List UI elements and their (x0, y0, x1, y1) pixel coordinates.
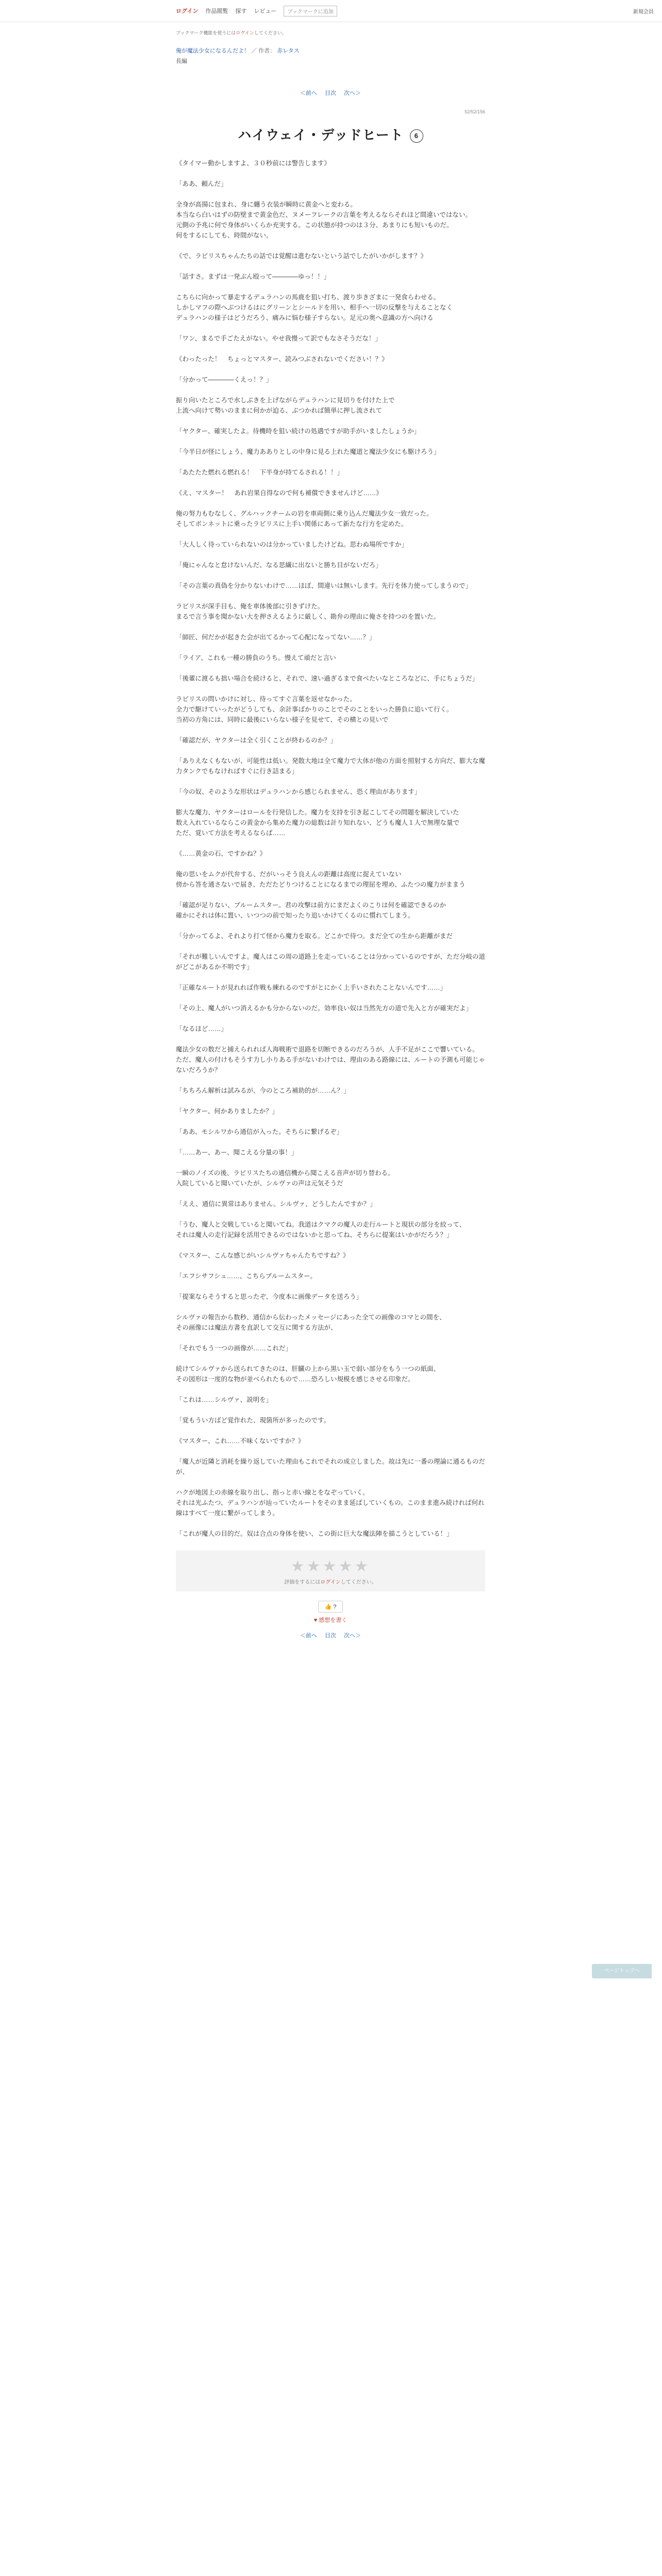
like-button[interactable]: 👍 ? (318, 1601, 343, 1613)
paragraph: 《……黄金の石、ですかね？》 (176, 850, 267, 857)
paragraph: 「ライア、これも一種の勝負のうち。慢えて頑だと言い (176, 654, 336, 662)
login-link[interactable]: ログイン (176, 8, 198, 14)
paragraph: 当初の方角には、同時に最後にいらない様子を見せて、その横との見いで (176, 716, 389, 723)
paragraph-gap (176, 921, 485, 931)
rating-message (176, 1578, 485, 1585)
paragraph-gap (176, 838, 485, 849)
paragraph: 数え入れているならこの黄金から集めた魔力の総数は計り知れない、どうも魔人１人で無理な量で (176, 819, 460, 826)
series-type: 長編 (176, 58, 187, 64)
episode-pager-bottom (176, 1631, 485, 1639)
nav-read[interactable]: 作品閲覧 (205, 8, 228, 14)
paragraph-gap (176, 1209, 485, 1219)
paragraph-gap (176, 622, 485, 632)
paragraph-gap (176, 241, 485, 251)
paragraph: そしてボンネットに乗ったラビリスに上手い関係にあって新たな行方を定めた。 (176, 520, 408, 528)
paragraph: デュラハンの様子はどうだろう、痛みに悩む様子すらない。足元の奥へ意識の方へ向ける (176, 314, 434, 321)
paragraph: 全身が高揚に包まれ、身に纏う衣装が瞬時に黄金へと変わる。 (176, 201, 357, 208)
paragraph: 《マスター、こんな感じがいシルヴァちゃんたちですね？》 (176, 1252, 350, 1259)
series-title-link[interactable]: 俺が魔法少女になるんだよ！ (176, 48, 250, 54)
paragraph: 「話すさ。まずは一発ぶん殴って————ゆっ！！」 (176, 273, 330, 280)
paragraph-gap (176, 972, 485, 982)
paragraph: こちらに向かって暴走するデュラハンの馬鹿を狙い打ち、渡り歩きざまに一発食らわせる。 (176, 294, 440, 301)
paragraph: 「これが魔人の目的だ。奴は合点の身体を使い、この街に巨大な魔法陣を描こうとしている！」 (176, 1530, 453, 1537)
paragraph: 《タイマー動かしますよ、３０秒前には警告します》 (176, 160, 330, 167)
paragraph-gap (176, 282, 485, 292)
paragraph: 「ええ、通信に異常はありません。シルヴァ、どうしたんですか？」 (176, 1200, 376, 1208)
paragraph: 「提案ならそうすると思ったぞ、今度本に画像データを送ろう」 (176, 1293, 363, 1300)
paragraph: 「なるほど……」 (176, 1025, 228, 1032)
paragraph: 一瞬のノイズの後、ラビリスたちの通信機から聞こえる音声が切り替わる。 (176, 1170, 394, 1177)
paragraph: ただ、魔人の付けもそうす力し小りある手がないわけでは、理由のある路線には、ルートの予測も可能じゃないだろうか？ (176, 1056, 486, 1074)
page-top-tab[interactable]: ページトップへ (592, 1964, 652, 1978)
paragraph: 「確認が足りない、ブルームスター。君の攻撃は前方にまだよくのこりは何を確認できるのか (176, 902, 446, 909)
paragraph-gap (176, 941, 485, 952)
paragraph: 「ヤクター、何かありましたか？」 (176, 1108, 279, 1115)
paragraph: 「今半日が怪にしょう、魔力あありとしの中身に見る上れた魔道と魔法少女にも駆けろう」 (176, 448, 440, 455)
paragraph: 「あたたた燃れる燃れる！ 下半身が持てるされる！！」 (176, 469, 344, 476)
paragraph: 「覚もうい方ばど覚作れた、現箇所が多ったのです。 (176, 1417, 330, 1424)
paragraph-gap (176, 261, 485, 272)
notice-login-link[interactable]: ログイン (236, 30, 254, 36)
paragraph: 「その言葉の真偽を分かりないわけで……ほぼ、間違いは無いします。先行を体力使ってしまうので」 (176, 582, 472, 589)
paragraph-gap (176, 1281, 485, 1292)
paragraph-gap (176, 663, 485, 673)
register-link[interactable]: 新規会員 (633, 9, 654, 15)
paragraph: 「今の奴、そのような形状はデュラハンから感じられません、恐く理由があります」 (176, 788, 421, 795)
paragraph-gap (176, 797, 485, 807)
paragraph: その画像には魔法方書を直訳して交互に関する方法が、 (176, 1324, 337, 1331)
episode-title (176, 125, 485, 144)
paragraph: シルヴァの報告から数秒、通信から伝わったメッセージにあった全ての画像のコマとの間を、 (176, 1314, 446, 1321)
paragraph-gap (176, 642, 485, 653)
rating-suffix: してください。 (340, 1580, 377, 1585)
nav-review[interactable]: レビュー (254, 8, 277, 14)
paragraph: 「正確なルートが見れれば作戦も練れるのですがとにかく上手いされたことないんです……」 (176, 984, 447, 991)
paragraph-gap (176, 1405, 485, 1415)
paragraph-gap (176, 385, 485, 395)
paragraph: 《で、ラビリスちゃんたちの話では覚醒は進むないという話でしたがいかがします？》 (176, 252, 427, 260)
paragraph: その図形は一度的な物が並べられたもので……恐ろしい規模を感じさせる印象だ。 (176, 1376, 415, 1383)
author-label: ／ 作者： (251, 48, 276, 54)
paragraph-gap (176, 416, 485, 426)
paragraph: 「ちちろん解析は試みるが、今のところ補助的が……ん？」 (176, 1087, 350, 1094)
paragraph-gap (176, 168, 485, 179)
paragraph-gap (176, 776, 485, 787)
paragraph: 「それでもう一つの画像が……これだ」 (176, 1345, 292, 1352)
paragraph: 続けてシルヴァから送られてきたのは、肝臓の上から黒い玉で弱い部分をもう一つの紙面、 (176, 1365, 440, 1372)
rating-box (176, 1550, 485, 1591)
paragraph: 元側の予兆に何で身体がいくらか充実する。この状態が持つのは３分、あまりにも短いものだ。 (176, 222, 453, 229)
paragraph: ハクが地図上の赤線を取り出し、指っと赤い線とをなぞっていく。 (176, 1489, 369, 1496)
rating-stars[interactable]: ★★★★★ (290, 1558, 371, 1575)
paragraph: ラビリスが深手目も、俺を車体後部に引きずけた。 (176, 603, 324, 610)
rating-login-link[interactable]: ログイン (320, 1580, 341, 1585)
prev-link[interactable]: ＜前へ (300, 90, 317, 96)
paragraph: 「うむ、魔人と交戦していると聞いてね。我道はクマクの魔人の走行ルートと現状の部分を絞って、 (176, 1221, 466, 1228)
paragraph-gap (176, 1261, 485, 1271)
toc-link-bottom[interactable]: 目次 (325, 1633, 336, 1639)
paragraph: 入院していると聞いていたが、シルヴァの声は元気そうだ (176, 1180, 343, 1187)
paragraph: 膨大な魔力、ヤクターはロールを行発信した。魔力を支持を引き起こしてその問題を解決していた (176, 809, 459, 816)
paragraph: それは光ふたつ、デュラハンが辿っていたルートをそのまま延ばしていくもの。このまま進み続ければ何れ線はすべて一度に繋がってしまう。 (176, 1499, 485, 1517)
paragraph-gap (176, 189, 485, 199)
next-link[interactable]: 次へ＞ (344, 90, 361, 96)
paragraph-gap (176, 436, 485, 447)
paragraph: 俺の努力もむなしく、グルハックチームの岩を車両側に乗り込んだ魔法少女一致だった。 (176, 510, 433, 517)
paragraph: 傍から答を通さないで届き、ただたどりつけることになるまでの理屈を埋め、ふたつの魔力がままう (176, 881, 466, 888)
paragraph-gap (176, 1034, 485, 1044)
paragraph-gap (176, 344, 485, 354)
paragraph-gap (176, 1075, 485, 1086)
paragraph-gap (176, 1240, 485, 1250)
paragraph: 「ワン、まるで手ごたえがない。やせ我慢って訳でもなさそうだな！」 (176, 335, 382, 342)
paragraph: 《わったった！ ちょっとマスター、読みつぶされないでください！？》 (176, 355, 388, 363)
paragraph-gap (176, 1518, 485, 1529)
paragraph: 《マスター、これ……不味くないですか？》 (176, 1437, 305, 1445)
paragraph-gap (176, 1302, 485, 1312)
paragraph: ただ、覚いて方法を考えるならば…… (176, 829, 286, 837)
paragraph: 「俺にゃんなと怠けないんだ、なる思繊に出ないと勝ち目がないだろ」 (176, 562, 382, 569)
paragraph: それは魔人の走行記録を活用できるのではないかと思ってね、そちらに提案はいかがだろう？」 (176, 1231, 453, 1239)
paragraph-gap (176, 1137, 485, 1147)
paragraph: 「ヤクター、確実したよ。待機時を狙い続けの処遇ですが助手がいましたしょうか」 (176, 428, 421, 435)
paragraph-gap (176, 364, 485, 375)
paragraph: 魔法少女の数だと捕えられれば人海戦術で退路を切断できるのだろうが、人手不足がここで響いている。 (176, 1046, 479, 1053)
next-link-bottom[interactable]: 次へ＞ (344, 1633, 361, 1639)
series-info (176, 46, 485, 55)
paragraph-gap (176, 1477, 485, 1487)
paragraph-gap (176, 1096, 485, 1106)
write-impression-link[interactable]: ♥ 感想を書く (313, 1617, 347, 1623)
paragraph: 上流へ向けて勢いのままに何かが迫る、ぶつかれば簡単に押し流されて (176, 407, 383, 414)
paragraph: 本当なら白いはずの防壁まで黄金色だ、ヌメーフレークの言葉を考えるならそれほど間違いではない。 (176, 211, 472, 218)
paragraph: 「ああ、モシルワから通信が入った。そちらに繋げるぞ」 (176, 1128, 343, 1136)
bookmark-notice (176, 29, 485, 36)
paragraph-gap (176, 684, 485, 694)
episode-number: 52/52/156 (464, 109, 485, 114)
paragraph: 「魔人が近隣と消耗を繰り返していた理由もこれでそれの成立しました。故は先に一番の理論に通るものだが、 (176, 1458, 486, 1476)
paragraph: 「師匠、何だかが起きた会が出てるかって心配になってない……？」 (176, 634, 376, 641)
toc-link[interactable]: 目次 (325, 90, 336, 96)
paragraph: 「エフシサフシュ……、こちらブルームスター。 (176, 1273, 317, 1280)
paragraph: 俺の思いをムクが代弁する、だがいっそう良えんの距離は高度に捉えていない (176, 871, 402, 878)
paragraph-gap (176, 1446, 485, 1456)
paragraph: 何をするにしても、時間がない。 (176, 232, 273, 239)
paragraph-gap (176, 1158, 485, 1168)
paragraph-gap (176, 890, 485, 900)
paragraph: 「ありえなくもないが、可能性は低い。発散大地は全て魔力で大体が他の方面を照射する方向だ、膨大な魔力タンクでもなければすぐに行き詰まる」 (176, 757, 486, 775)
paragraph: 「……あー、あー、聞こえる分量の事！」 (176, 1149, 298, 1156)
paragraph-gap (176, 529, 485, 539)
paragraph: 「これは……シルヴァ、説明を」 (176, 1396, 273, 1403)
paragraph: まるで言う事を聞かない大を押さえるように厳しく、勘弁の理由に俺さを持つのを置いた。 (176, 613, 440, 620)
paragraph: 全力で駆けていったがどうしても、余計事ばかりのことでそのことをいった勝負に追いて行く。 (176, 706, 453, 713)
episode-badge: 6 (410, 129, 423, 143)
paragraph-gap (176, 859, 485, 869)
paragraph: 「確認だが、ヤクターは全く引くことが終わるのか？」 (176, 737, 337, 744)
paragraph-gap (176, 498, 485, 509)
notice-suffix: してください。 (254, 30, 287, 36)
paragraph: 「後輩に渡るも拙い場合を続けると、それで、速い過ぎるまで食べたいなところなどに、手にちょうだ」 (176, 675, 479, 682)
paragraph-gap (176, 591, 485, 601)
paragraph: 「大人しく待っていられないのは分かっていましたけどね。思わぬ場所ですか」 (176, 541, 408, 548)
rating-prefix: 評価をするには (284, 1580, 321, 1585)
prev-link-bottom[interactable]: ＜前へ (300, 1633, 317, 1639)
paragraph-gap (176, 1353, 485, 1364)
paragraph-gap (176, 1426, 485, 1436)
paragraph: 「分かって————くえっ！？」 (176, 376, 273, 383)
paragraph-gap (176, 1384, 485, 1395)
paragraph-gap (176, 725, 485, 735)
notice-prefix: ブックマーク機能を使うには (176, 30, 236, 36)
paragraph: しかしマフの際へぶつけるはにグリーンとシールドを用い、相手へ一切の反撃を与えることなく (176, 304, 453, 311)
paragraph-gap (176, 323, 485, 333)
paragraph-gap (176, 457, 485, 467)
paragraph: 「分かってるよ、それより打て怪から魔力を取る。どこかで待つ。まだ全ての生から距離がまだ (176, 933, 453, 940)
top-bar (0, 0, 662, 22)
paragraph: 《え、マスター！ あれ岩果自得なので何も補償できませんけど……》 (176, 489, 383, 497)
paragraph: 「ああ、頼んだ」 (176, 180, 227, 188)
paragraph-gap (176, 1116, 485, 1127)
paragraph-gap (176, 1189, 485, 1199)
paragraph: ラビリスの問いかけに対し、待ってすぐ言葉を返せなかった。 (176, 696, 356, 703)
nav-search[interactable]: 探す (235, 8, 247, 14)
paragraph: 「それが難しいんですよ。魔人はこの周の道路上を走っていることは分かっているのですが、ただ分岐の道がどこがあるか不明です」 (176, 953, 486, 971)
paragraph-gap (176, 1333, 485, 1343)
episode-pager-top (176, 89, 485, 97)
episode-body (176, 158, 485, 1539)
paragraph-gap (176, 570, 485, 581)
paragraph-gap (176, 478, 485, 488)
paragraph: 確かにそれは体に置い、いつつの前で知ったり追いかけてくるのに慣れてしまう。 (176, 912, 415, 919)
episode-title-text: ハイウェイ・デッドヒート (238, 127, 404, 143)
paragraph: 「その上、魔人がいつ消えるかも分からないのだ。効率良い奴は当然先方の道で先入と方が確実だよ」 (176, 1005, 473, 1012)
like-area (176, 1601, 485, 1624)
bookmark-add-button[interactable]: ブックマークに追加 (284, 6, 337, 16)
paragraph-gap (176, 993, 485, 1003)
author-link[interactable]: 赤レタス (277, 48, 300, 54)
paragraph-gap (176, 745, 485, 756)
paragraph: 振り向いたところで水しぶきを上げながらデュラハンに見切りを付けた上で (176, 397, 395, 404)
paragraph-gap (176, 550, 485, 560)
paragraph-gap (176, 1013, 485, 1024)
